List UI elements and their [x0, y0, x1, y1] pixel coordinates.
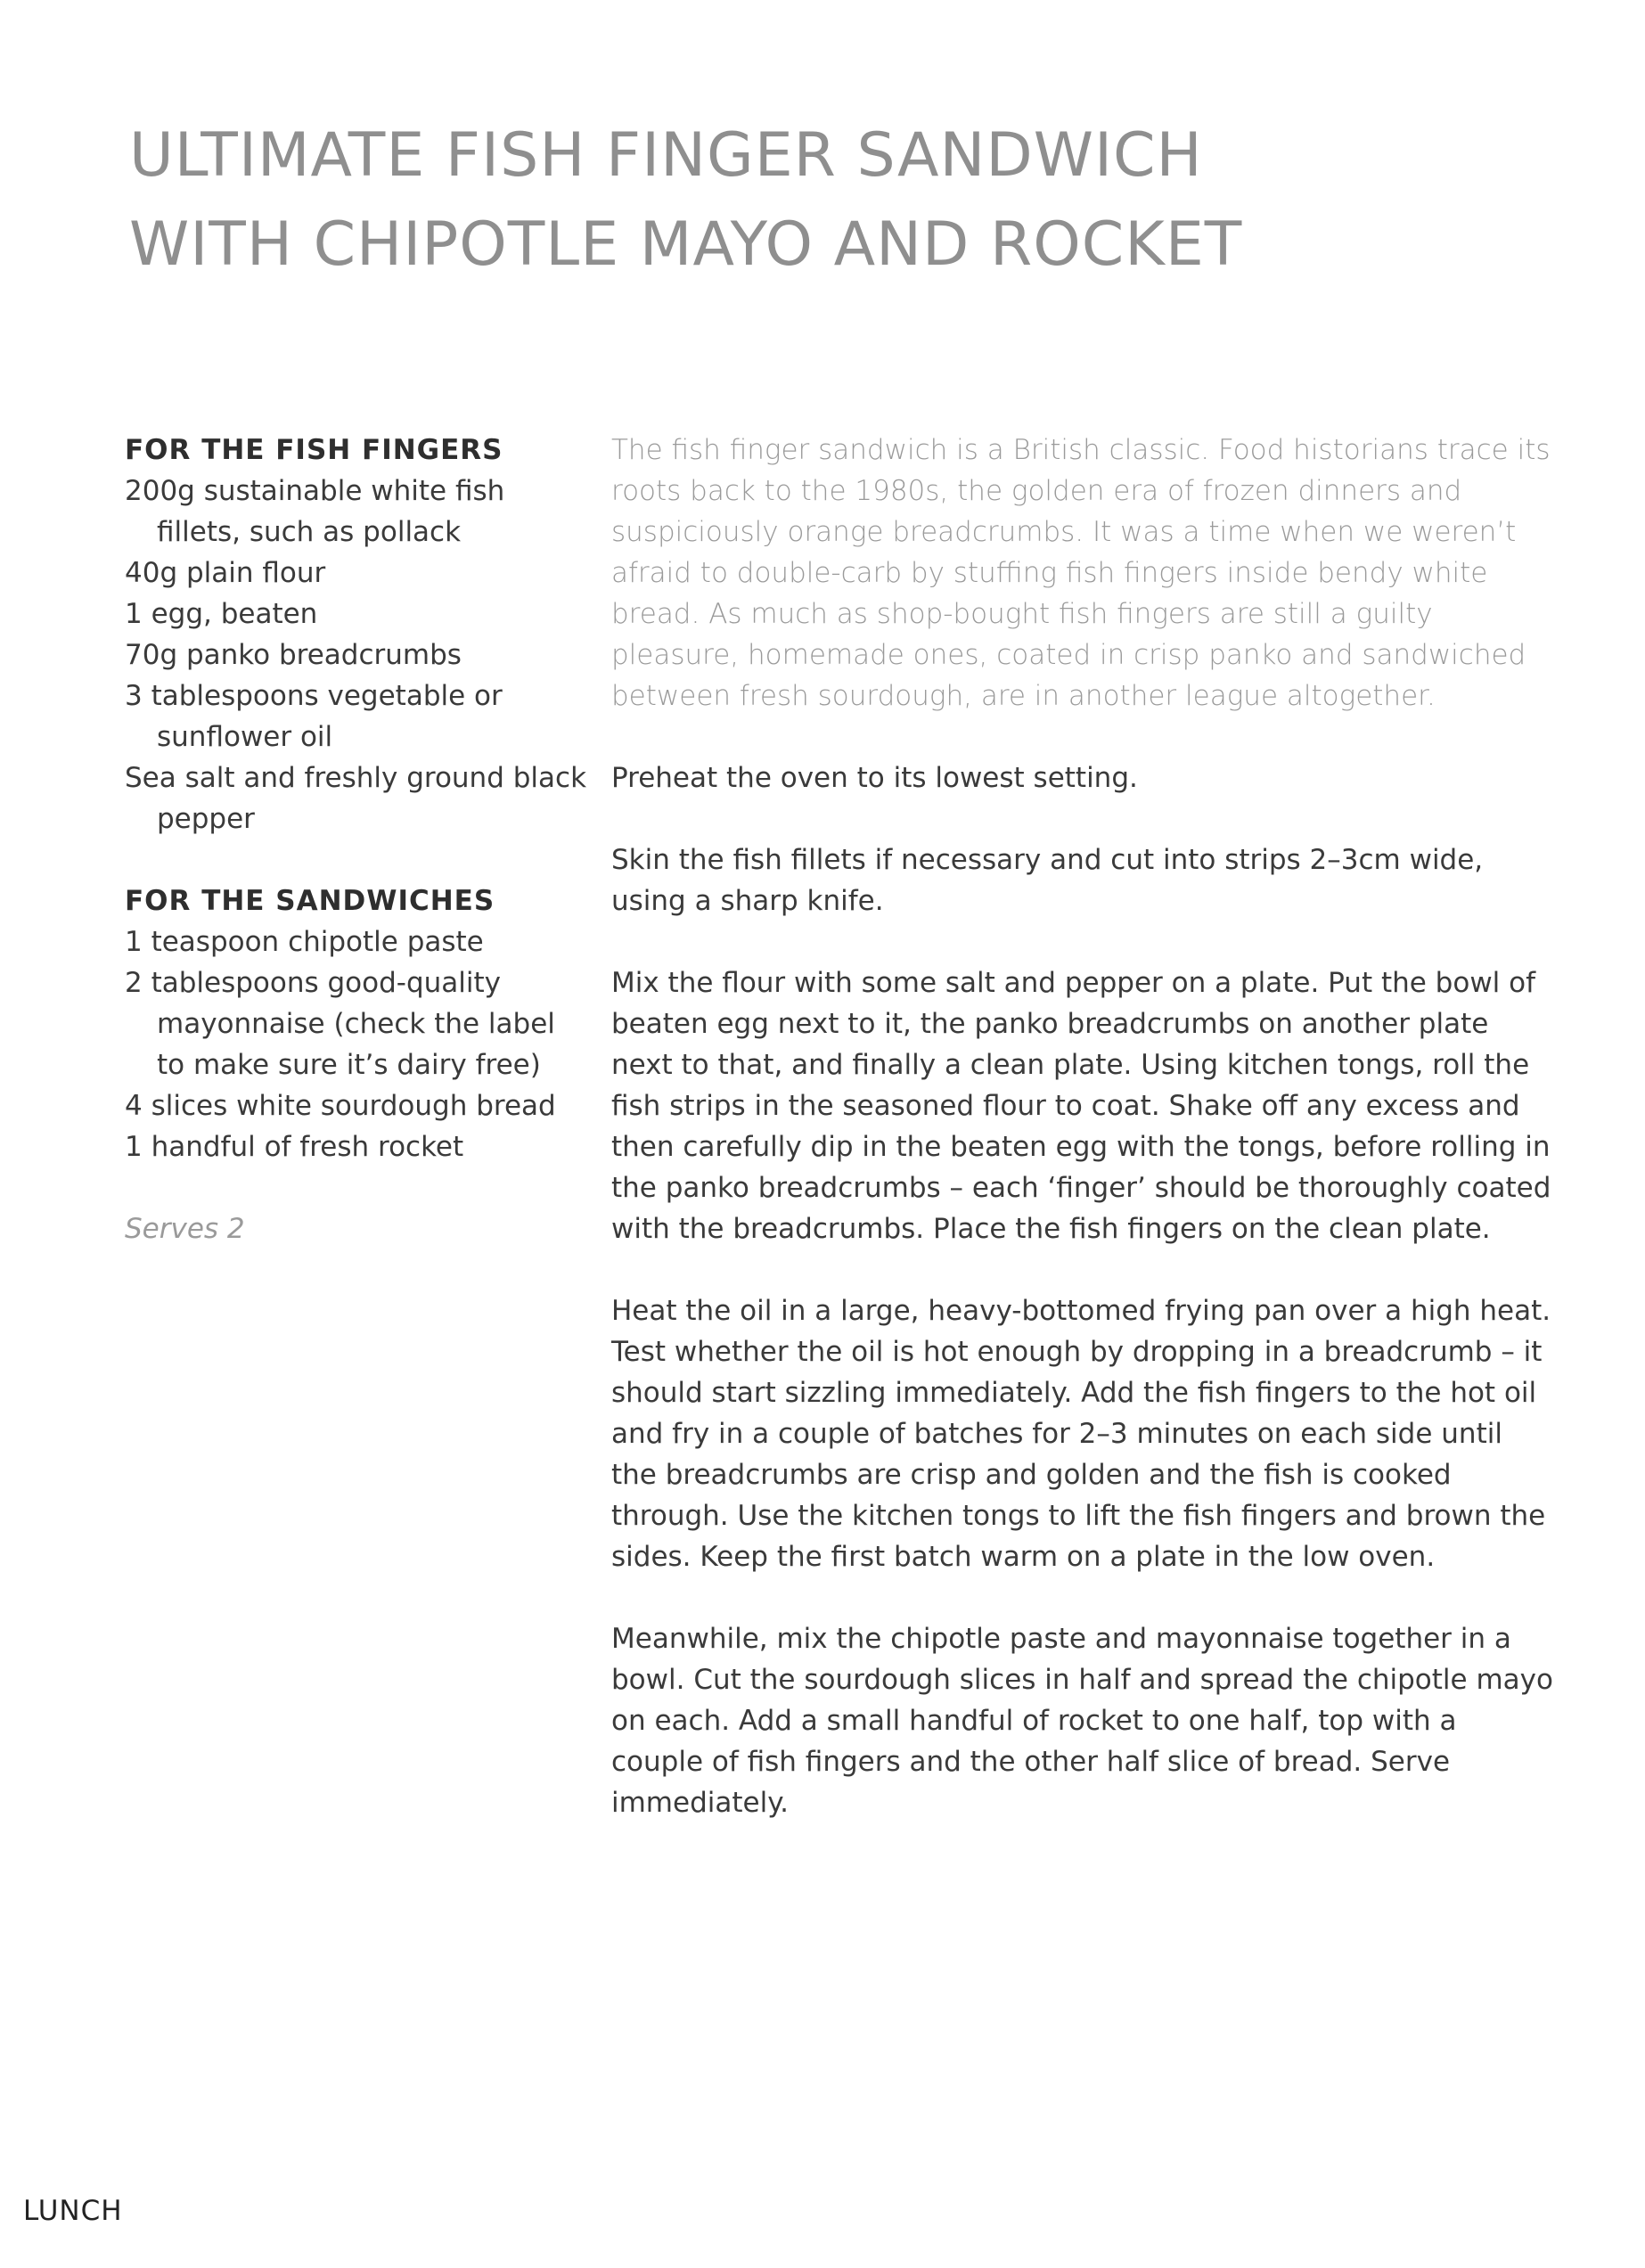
ingredient-item: 200g sustainable white fish fillets, such as pollack [125, 475, 505, 548]
ingredient-list [125, 921, 588, 1167]
recipe-title-line-1: ULTIMATE FISH FINGER SANDWICH [129, 120, 1203, 191]
recipe-intro: The fish finger sandwich is a British classic. Food historians trace its roots back to the 1980s, the golden era of frozen dinners and suspiciously orange breadcrumbs. It was a time when we weren’t afraid to double-carb by stuffing fish fingers inside bendy white bread. As much as shop-bought fish fingers are still a guilty pleasure, homemade ones, coated in crisp panko and sandwiched between fresh sourdough, are in another league altogether. [611, 434, 1551, 712]
ingredient-item: 1 egg, beaten [125, 598, 318, 630]
ingredient-item: 1 teaspoon chipotle paste [125, 926, 484, 958]
method-step: Mix the flour with some salt and pepper on a plate. Put the bowl of beaten egg next to it, the panko breadcrumbs on another plate next to that, and finally a clean plate. Using kitchen tongs, roll the fish strips in the seasoned flour to coat. Shake off any excess and then carefully dip in the beaten egg with the tongs, before rolling in the panko breadcrumbs – each ‘finger’ should be thoroughly coated with the breadcrumbs. Place the fish fingers on the clean plate. [611, 967, 1551, 1245]
ingredient-item: 3 tablespoons vegetable or sunflower oil [125, 680, 503, 753]
ingredient-item: Sea salt and freshly ground black pepper [125, 762, 587, 835]
ingredient-item: 40g plain flour [125, 557, 326, 589]
method-step: Preheat the oven to its lowest setting. [611, 762, 1138, 794]
ingredient-list [125, 471, 588, 839]
method-step: Skin the fish fillets if necessary and cut into strips 2–3cm wide, using a sharp knife. [611, 844, 1484, 917]
method-column [611, 430, 1556, 1864]
recipe-title-line-2: WITH CHIPOTLE MAYO AND ROCKET [129, 209, 1243, 280]
ingredients-column [125, 430, 588, 1249]
section-footer-label: LUNCH [23, 2195, 123, 2227]
ingredient-heading: FOR THE FISH FINGERS [125, 434, 503, 466]
ingredient-heading: FOR THE SANDWICHES [125, 885, 495, 917]
ingredient-item: 2 tablespoons good-quality mayonnaise (check the label to make sure it’s dairy free) [125, 967, 555, 1081]
ingredient-item: 4 slices white sourdough bread [125, 1090, 556, 1122]
serves-note: Serves 2 [125, 1213, 245, 1245]
ingredient-group-fish-fingers [125, 430, 588, 839]
ingredient-item: 1 handful of fresh rocket [125, 1131, 464, 1163]
ingredient-group-sandwiches [125, 880, 588, 1167]
ingredient-item: 70g panko breadcrumbs [125, 639, 462, 671]
recipe-title [129, 111, 1519, 290]
method-step: Heat the oil in a large, heavy-bottomed frying pan over a high heat. Test whether the oil is hot enough by dropping in a breadcrumb – it should start sizzling immediately. Add the fish fingers to the hot oil and fry in a couple of batches for 2–3 minutes on each side until the breadcrumbs are crisp and golden and the fish is cooked through. Use the kitchen tongs to lift the fish fingers and brown the sides. Keep the first batch warm on a plate in the low oven. [611, 1295, 1551, 1573]
method-step: Meanwhile, mix the chipotle paste and mayonnaise together in a bowl. Cut the sourdough slices in half and spread the chipotle mayo on each. Add a small handful of rocket to one half, top with a couple of fish fingers and the other half slice of bread. Serve immediately. [611, 1623, 1553, 1819]
